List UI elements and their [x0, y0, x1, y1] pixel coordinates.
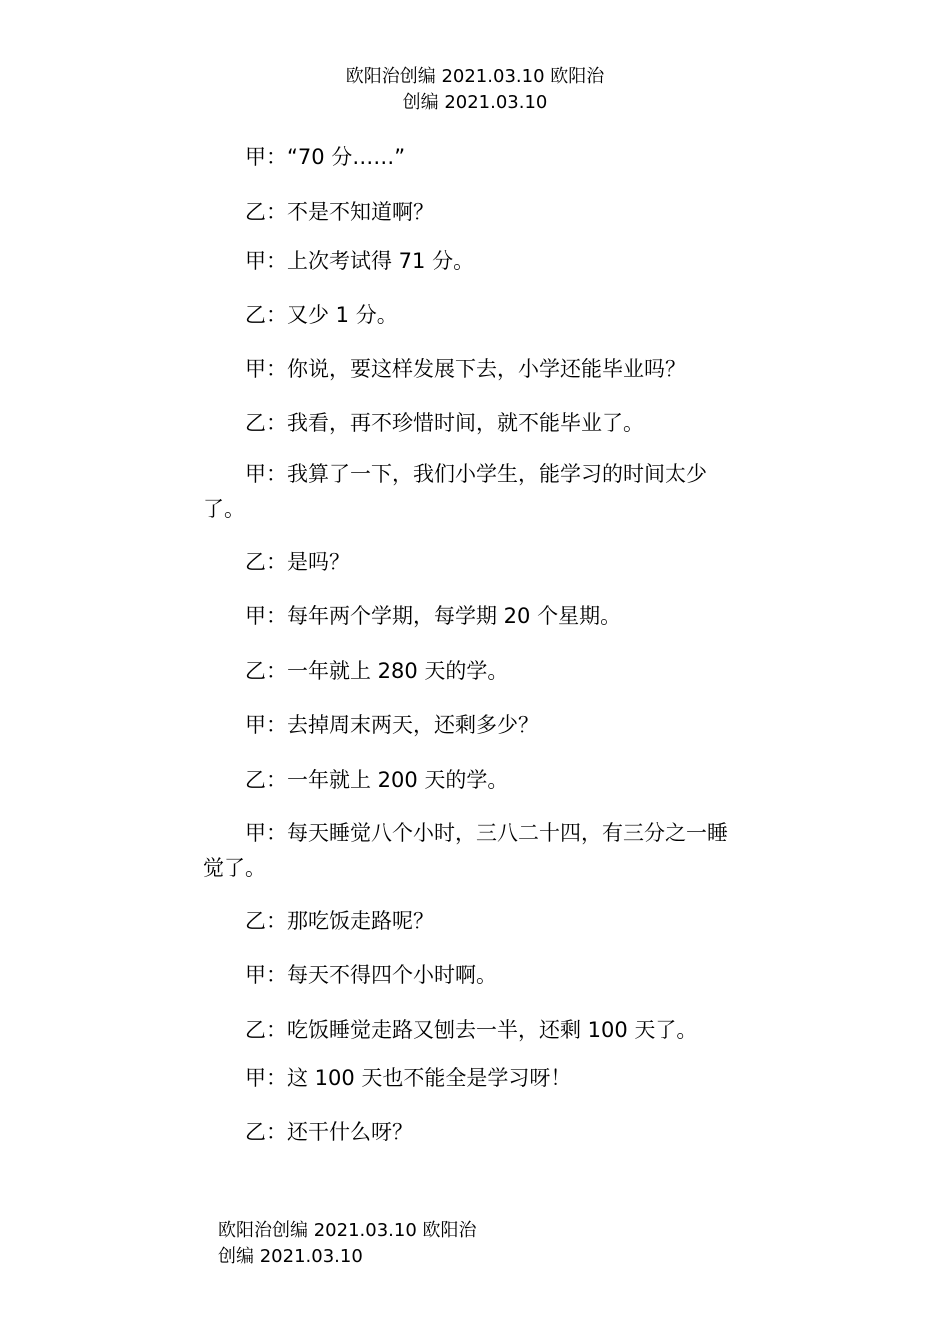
dialogue-line: 乙：我看，再不珍惜时间，就不能毕业了。 — [245, 411, 644, 435]
footer-line-1: 欧阳治创编 2021.03.10 欧阳治 — [218, 1220, 477, 1241]
dialogue-line: 乙：一年就上 200 天的学。 — [245, 768, 509, 792]
dialogue-line: 乙：不是不知道啊？ — [245, 200, 434, 224]
header-line-2: 创编 2021.03.10 — [402, 92, 548, 113]
dialogue-line: 乙：又少 1 分。 — [245, 303, 398, 327]
header-line-1: 欧阳治创编 2021.03.10 欧阳治 — [345, 66, 605, 87]
dialogue-line: 乙：吃饭睡觉走路又刨去一半，还剩 100 天了。 — [245, 1018, 698, 1042]
footer-line-2: 创编 2021.03.10 — [218, 1246, 363, 1267]
dialogue-line: 甲：你说，要这样发展下去，小学还能毕业吗？ — [245, 357, 686, 381]
dialogue-line: 甲：每年两个学期，每学期 20 个星期。 — [245, 604, 622, 628]
dialogue-line: 甲：每天睡觉八个小时，三八二十四，有三分之一睡觉了。 — [203, 821, 728, 880]
dialogue-line: 乙：还干什么呀？ — [245, 1120, 413, 1144]
dialogue-line: 乙：是吗？ — [245, 550, 350, 574]
dialogue-body — [203, 140, 748, 1150]
page-header — [0, 64, 950, 116]
dialogue-line: 甲：这 100 天也不能全是学习呀！ — [245, 1066, 572, 1090]
dialogue-line: 甲：我算了一下，我们小学生，能学习的时间太少了。 — [203, 462, 707, 521]
page-footer — [218, 1218, 518, 1270]
dialogue-line: 甲：每天不得四个小时啊。 — [245, 963, 497, 987]
dialogue-line: 甲：上次考试得 71 分。 — [245, 249, 475, 273]
dialogue-line: 乙：一年就上 280 天的学。 — [245, 659, 509, 683]
dialogue-line: 乙：那吃饭走路呢？ — [245, 909, 434, 933]
dialogue-line: 甲：“70 分……” — [245, 145, 406, 169]
dialogue-line: 甲：去掉周末两天，还剩多少？ — [245, 713, 539, 737]
